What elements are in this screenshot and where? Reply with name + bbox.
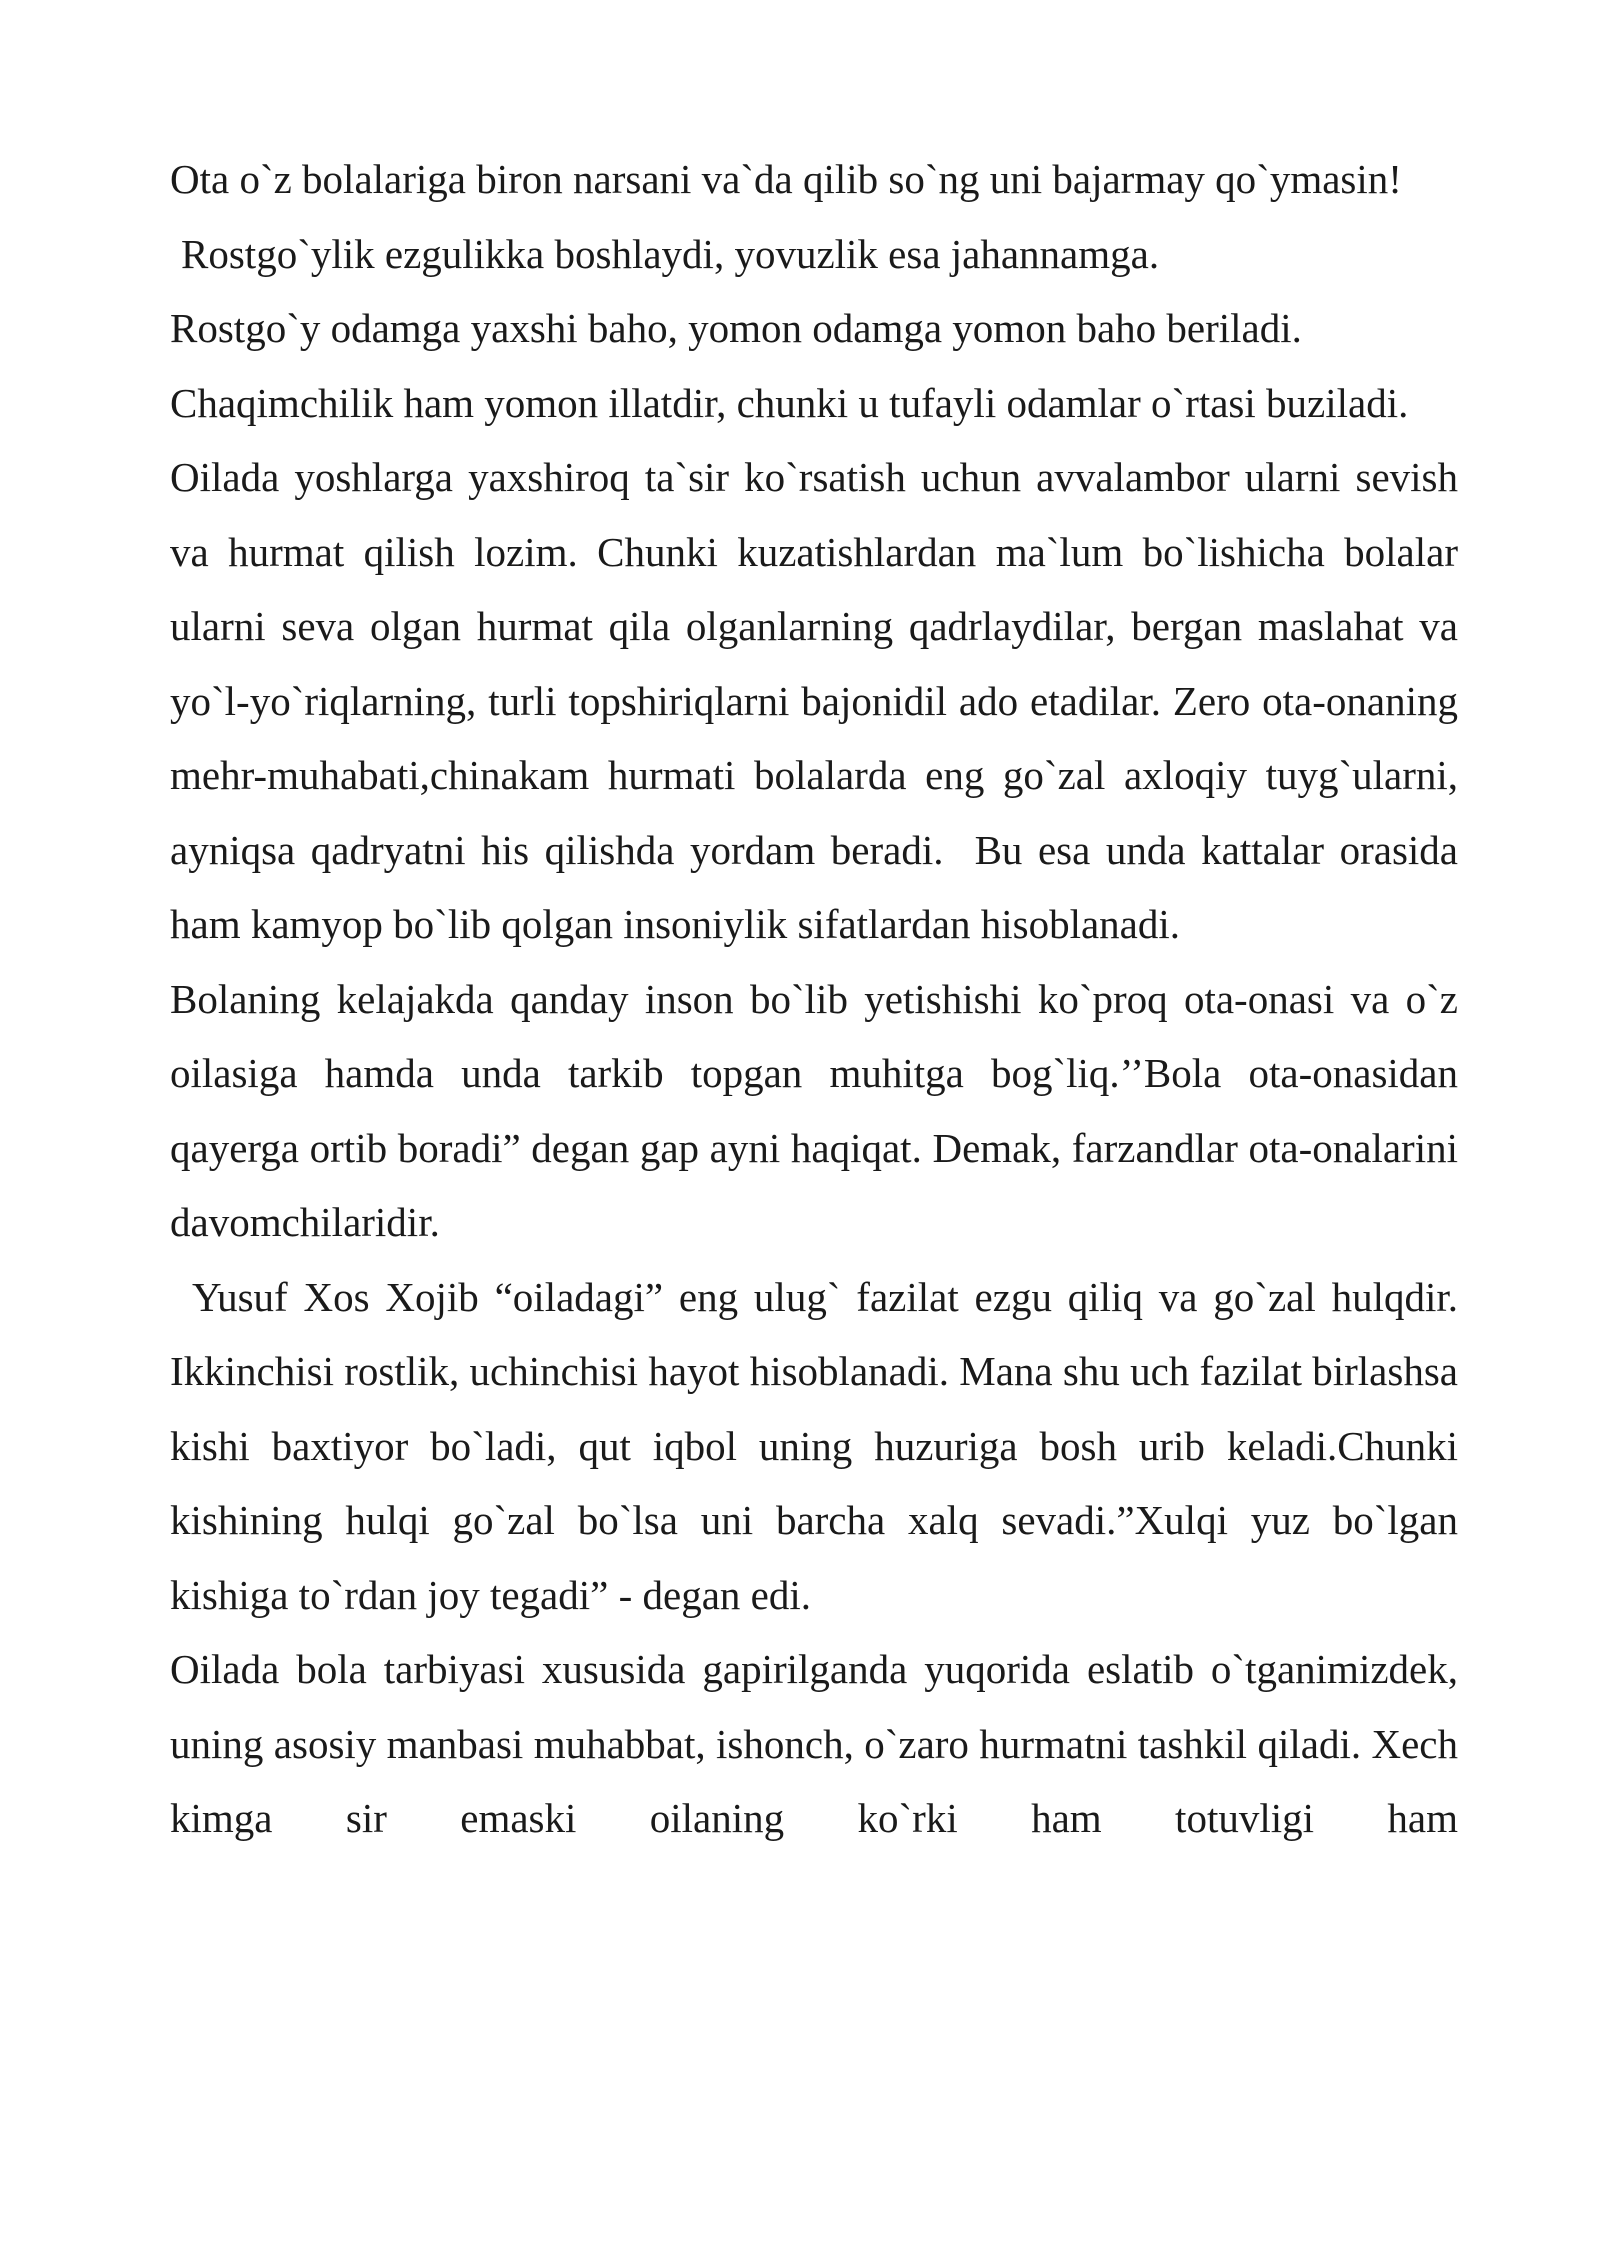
paragraph-gossip: Chaqimchilik ham yomon illatdir, chunki u tufayli odamlar o`rtasi buziladi. xyxy=(170,379,1409,426)
document-page xyxy=(170,142,1469,1856)
paragraph-family-influence: Oilada yoshlarga yaxshiroq ta`sir ko`rsatish uchun avvalambor ularni sevish va hurmat qilish lozim. Chunki kuzatishlardan ma`lum bo`lishicha bolalar ularni seva olgan hurmat qila olganlarning qadrlaydilar, bergan maslahat va yo`l-yo`riqlarning, turli topshiriqlarni bajonidil ado etadilar. Zero ota-onaning mehr-muhabati,chinakam hurmati bolalarda eng go`zal axloqiy tuyg`ularni, ayniqsa qadryatni his qilishda yordam beradi. Bu esa unda kattalar orasida ham kamyop bo`lib qolgan insoniylik sifatlardan hisoblanadi. xyxy=(170,454,1469,947)
paragraph-yusuf-xos-xojib: Yusuf Xos Xojib “oiladagi” eng ulug` fazilat ezgu qiliq va go`zal hulqdir. Ikkinchisi rostlik, uchinchisi hayot hisoblanadi. Mana shu uch fazilat birlashsa kishi baxtiyor bo`ladi, qut iqbol uning huzuriga bosh urib keladi.Chunki kishining hulqi go`zal bo`lsa uni barcha xalq sevadi.”Xulqi yuz bo`lgan kishiga to`rdan joy tegadi” - degan edi. xyxy=(170,1273,1458,1618)
paragraph-promise: Ota o`z bolalariga biron narsani va`da qilib so`ng uni bajarmay qo`ymasin! xyxy=(170,156,1402,202)
paragraph-upbringing: Oilada bola tarbiyasi xususida gapirilganda yuqorida eslatib o`tganimizdek, uning asosiy manbasi muhabbat, ishonch, o`zaro hurmatni tashkil qiladi. Xech kimga sir emaski oilaning ko`rki ham totuvligi ham xyxy=(170,1646,1458,1841)
paragraph-child-future: Bolaning kelajakda qanday inson bo`lib yetishishi ko`proq ota-onasi va o`z oilasiga hamda unda tarkib topgan muhitga bog`liq.’’Bola ota-onasidan qayerga ortib boradi” degan gap ayni haqiqat. Demak, farzandlar ota-onalarini davomchilaridir. xyxy=(170,975,1458,1245)
paragraph-truthfulness: Rostgo`ylik ezgulikka boshlaydi, yovuzlik esa jahannamga. xyxy=(181,230,1160,277)
paragraph-evaluation: Rostgo`y odamga yaxshi baho, yomon odamga yomon baho beriladi. xyxy=(170,305,1302,351)
